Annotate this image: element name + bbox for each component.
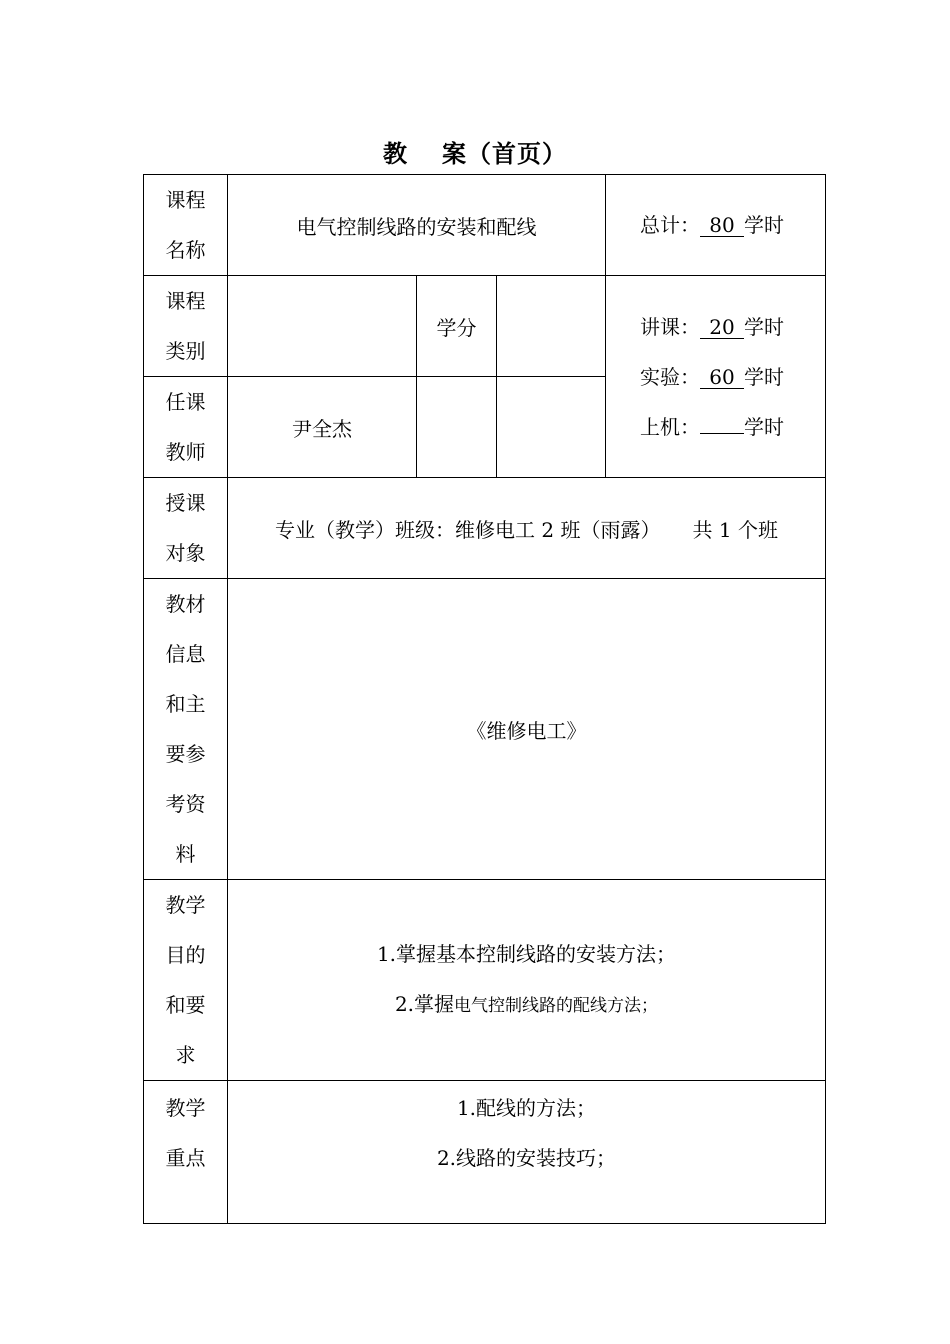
audience-class: 专业（教学）班级：维修电工 2 班（雨露） [275,517,661,542]
audience-value [228,478,826,579]
row-key-points [144,1081,826,1224]
row-objectives [144,880,826,1081]
credit-label: 学分 [417,276,497,377]
total-hours-value: 80 [700,214,744,237]
objective-item-2: 2.掌握电气控制线路的配线方法； [394,992,659,1016]
course-type-value [228,276,417,377]
objective-item-1: 1.掌握基本控制线路的安装方法； [376,942,677,966]
objectives-label: 教学 目的 和要 求 [144,880,228,1081]
hours-breakdown-cell [606,276,826,478]
row-audience [144,478,826,579]
page-title [0,134,950,169]
course-type-label: 课程 类别 [144,276,228,377]
lecture-hours: 讲课： 20 学时 [640,314,785,339]
audience-count: 共 1 个班 [692,517,778,542]
title-part2: 案（首页） [442,139,567,168]
title-part1: 教 [383,139,408,168]
lesson-plan-table [143,174,826,1224]
teacher-label: 任课 教师 [144,377,228,478]
course-name-value: 电气控制线路的安装和配线 [228,175,606,276]
row-course-type [144,276,826,377]
row-materials [144,579,826,880]
lab-hours: 实验： 60 学时 [640,364,785,389]
teacher-value: 尹全杰 [228,377,417,478]
materials-value: 《维修电工》 [228,579,826,880]
teacher-extra-2 [497,377,606,478]
audience-label: 授课 对象 [144,478,228,579]
course-name-label: 课程 名称 [144,175,228,276]
computer-hours: 上机： 学时 [640,414,785,439]
total-hours-label: 总计： [640,213,701,237]
objectives-value [228,880,826,1081]
key-point-item-2: 2.线路的安装技巧； [436,1146,617,1170]
materials-label: 教材 信息 和主 要参 考资 料 [144,579,228,880]
row-course-name [144,175,826,276]
credit-value [497,276,606,377]
key-points-label: 教学 重点 [144,1081,228,1224]
total-hours-cell: 总计： 80 学时 [606,175,826,276]
key-points-value [228,1081,826,1224]
key-point-item-1: 1.配线的方法； [456,1096,597,1120]
teacher-extra-1 [417,377,497,478]
